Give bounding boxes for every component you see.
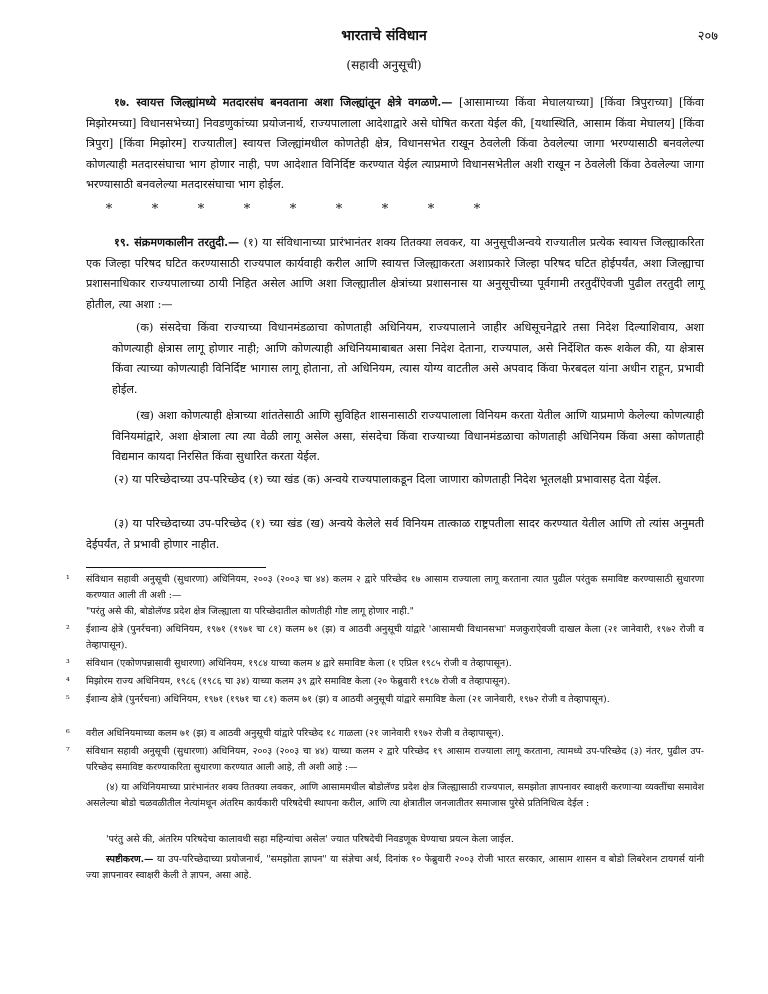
footnote-mark: ⁵ xyxy=(66,694,70,705)
footnote xyxy=(66,604,706,620)
paragraph-17 xyxy=(86,92,704,196)
footnote-text: संविधान (एकोणपन्नासावी सुधारणा) अधिनियम, १९८४ याच्या कलम ४ द्वारे समाविष्ट केला (१ एप्रिल १९८५ रोजी व तेव्हापासून). xyxy=(86,658,512,669)
star: * xyxy=(289,202,297,217)
star: * xyxy=(151,202,159,217)
footnote-divider xyxy=(86,567,266,568)
footnote-mark: ⁷ xyxy=(66,746,70,757)
paragraph-19-heading: १९. संक्रमणकालीन तरतुदी.— xyxy=(114,235,240,249)
clause-a: (क) संसदेचा किंवा राज्याच्या विधानमंडळाचा कोणताही अधिनियम, राज्यपालाने जाहीर अधिसूचनेद्वारे तसा निदेश दिल्याशिवाय, अशा कोणत्याही क्षेत्रास लागू होणार नाही; आणि कोणत्याही अधिनियमाबाबत असा निदेश देताना, राज्यपाल, असे निर्देशित करू शकेल की, या क्षेत्रास किंवा त्याच्या कोणत्याही विनिर्दिष्ट भागास लागू होताना, तो अधिनियम, त्यास योग्य वाटतील असे अपवाद किंवा फेरबदल यांना अधीन राहून, प्रभावी होईल. xyxy=(112,321,704,396)
footnote-proviso: 'परंतु असे की, अंतरिम परिषदेचा कालावधी सहा महिन्यांचा असेल' ज्यात परिषदेची निवडणूक घेण्याचा प्रयत्न केला जाईल. xyxy=(106,834,514,845)
star: * xyxy=(197,202,205,217)
page-number: २०७ xyxy=(697,29,718,44)
footnote-text: ईशान्य क्षेत्रे (पुनर्रचना) अधिनियम, १९७१ (१९७१ चा ८१) कलम ७१ (झ) व आठवी अनुसूची यांद्वारे 'आसामची विधानसभा' मजकुराऐवजी दाखल केला (२१ जानेवारी, १९७२ रोजी व तेव्हापासून). xyxy=(86,624,704,651)
footnote-mark: ³ xyxy=(66,658,70,669)
page-title: भारताचे संविधान xyxy=(341,28,427,44)
footnote-text: "परंतु असे की, बोडोलॅण्ड प्रदेश क्षेत्र जिल्ह्याला या परिच्छेदातील कोणतीही गोष्ट लागू होणार नाही." xyxy=(86,606,414,617)
schedule-subtitle: (सहावी अनुसूची) xyxy=(346,58,422,72)
footnote xyxy=(66,572,706,603)
footnote xyxy=(66,726,706,742)
footnote-mark: ⁴ xyxy=(66,676,70,687)
paragraph-19 xyxy=(86,232,704,315)
footnote xyxy=(66,744,706,775)
paragraph-17-heading: १७. स्वायत्त जिल्ह्यांमध्ये मतदारसंघ बनवताना अशा जिल्ह्यांतून क्षेत्रे वगळणे.— xyxy=(114,95,453,109)
footnote-subparagraph-4: (४) या अधिनियमाच्या प्रारंभानंतर शक्य तितक्या लवकर, आणि आसाममधील बोडोलॅण्ड प्रदेश क्षेत्र जिल्ह्यासाठी राज्यपाल, समझोता ज्ञापनावर स्वाक्षरी करणाऱ्या व्यक्तींचा समावेश असलेल्या बोडो चळवळीतील नेत्यांमधून अंतरिम कार्यकारी परिषदेची स्थापना करील, आणि त्या क्षेत्रातील जनजातीतर समाजास पुरेसे प्रतिनिधित्व देईल : xyxy=(86,782,704,809)
footnote-explanation xyxy=(86,852,704,883)
footnote-mark: ² xyxy=(66,624,70,635)
footnote xyxy=(66,692,706,708)
sub-paragraph-2: (२) या परिच्छेदाच्या उप-परिच्छेद (१) च्या खंड (क) अन्वये राज्यपालाकडून दिला जाणारा कोणताही निदेश भूतलक्षी प्रभावासह देता येईल. xyxy=(114,473,662,486)
star: * xyxy=(381,202,389,217)
paragraph-17-text: [आसामाच्या किंवा मेघालयाच्या] [किंवा त्रिपुराच्या] [किंवा मिझोरमच्या] विधानसभेच्या] निवडणुकांच्या प्रयोजनार्थ, राज्यपालाला आदेशाद्वारे असे घोषित करता येईल की, [यथास्थिति, आसाम किंवा मेघालय] [किंवा त्रिपुरा] [किंवा मिझोरम] राज्यातील] स्वायत्त जिल्ह्यांमधील कोणतेही क्षेत्र, विधानसभेत राखून ठेवलेली किंवा ठेवलेल्या जागा भरण्यासाठी बनवलेल्या कोणत्याही मतदारसंघाचा भाग होणार नाही, पण आदेशात विनिर्दिष्ट करण्यात येईल त्याप्रमाणे विधानसभेतील अशी राखून न ठेवलेली किंवा ठेवलेल्या जागा भरण्यासाठी बनवलेल्या मतदारसंघाचा भाग होईल. xyxy=(86,96,704,191)
footnote-text: मिझोरम राज्य अधिनियम, १९८६ (१९८६ चा ३४) याच्या कलम ३९ द्वारे समाविष्ट केला (२० फेब्रुवारी १९८७ रोजी व तेव्हापासून). xyxy=(86,676,511,687)
footnote-text: संविधान सहावी अनुसूची (सुधारणा) अधिनियम, २००३ (२००३ चा ४४) याच्या कलम २ द्वारे परिच्छेद १९ आसाम राज्याला लागू करताना, त्यामध्ये उप-परिच्छेद (३) नंतर, पुढील उप-परिच्छेद समाविष्ट करण्याकरिता सुधारणा करण्यात आली आहे, ती अशी आहे :— xyxy=(86,746,704,773)
footnote-mark: ¹ xyxy=(66,574,70,585)
explanation-label: स्पष्टीकरण.— xyxy=(106,854,154,865)
footnote-text: ईशान्य क्षेत्रे (पुनर्रचना) अधिनियम, १९७१ (१९७१ चा ८१) कलम ७१ (झ) व आठवी अनुसूची यांद्वारे समाविष्ट केला (२१ जानेवारी, १९७२ रोजी व तेव्हापासून). xyxy=(86,694,610,705)
paragraph-19-text: (१) या संविधानाच्या प्रारंभानंतर शक्य तितक्या लवकर, या अनुसूचीअन्वये राज्यातील प्रत्येक स्वायत्त जिल्ह्याकरिता एक जिल्हा परिषद घटित करण्यासाठी राज्यपाल कार्यवाही करील आणि स्वायत्त जिल्ह्याकरता अशाप्रकारे जिल्हा परिषद घटित होईपर्यंत, अशा जिल्ह्याचा प्रशासनाधिकार राज्यपालाच्या ठायी निहित असेल आणि अशा जिल्ह्यातील क्षेत्रांच्या प्रशासनास या अनुसूचीच्या पूर्वगामी तरतुदींऐवजी पुढील तरतुदी लागू होतील, त्या अशा :— xyxy=(86,236,704,311)
explanation-text: या उप-परिच्छेदाच्या प्रयोजनार्थ, "समझोता ज्ञापन" या संज्ञेचा अर्थ, दिनांक १० फेब्रुवारी २००३ रोजी भारत सरकार, आसाम शासन व बोडो लिबरेशन टायगर्स यांनी ज्या ज्ञापनावर स्वाक्षरी केली ते ज्ञापन, असा आहे. xyxy=(86,854,704,881)
footnote xyxy=(66,656,706,672)
footnote xyxy=(66,622,706,653)
footnote-mark: ⁶ xyxy=(66,728,70,739)
star: * xyxy=(335,202,343,217)
star: * xyxy=(473,202,481,217)
star: * xyxy=(427,202,435,217)
footnote xyxy=(66,674,706,690)
star: * xyxy=(105,202,113,217)
star: * xyxy=(243,202,251,217)
footnote-text: संविधान सहावी अनुसूची (सुधारणा) अधिनियम, २००३ (२००३ चा ४४) कलम २ द्वारे परिच्छेद १७ आसाम राज्याला लागू करताना त्यात पुढील परंतुक समाविष्ट करण्यासाठी सुधारणा करण्यात आली ती अशी :— xyxy=(86,574,704,601)
footnote-text: वरील अधिनियमाच्या कलम ७१ (झ) व आठवी अनुसूची यांद्वारे परिच्छेद १८ गाळला (२१ जानेवारी १९७२ रोजी व तेव्हापासून). xyxy=(86,728,504,739)
omitted-paragraph-stars xyxy=(86,202,704,217)
clause-b: (ख) अशा कोणत्याही क्षेत्राच्या शांततेसाठी आणि सुविहित शासनासाठी राज्यपालाला विनियम करता येतील आणि याप्रमाणे केलेल्या कोणत्याही विनियमांद्वारे, अशा क्षेत्राला त्या त्या वेळी लागू असेल असा, संसदेचा किंवा राज्याच्या विधानमंडळाचा कोणताही अधिनियम किंवा असा कोणताही विद्यमान कायदा निरसित किंवा सुधारित करता येईल. xyxy=(112,409,704,463)
sub-paragraph-3: (३) या परिच्छेदाच्या उप-परिच्छेद (१) च्या खंड (ख) अन्वये केलेले सर्व विनियम तात्काळ राष्ट्रपतीला सादर करण्यात येतील आणि तो त्यांस अनुमती देईपर्यंत, ते प्रभावी होणार नाहीत. xyxy=(86,517,704,551)
